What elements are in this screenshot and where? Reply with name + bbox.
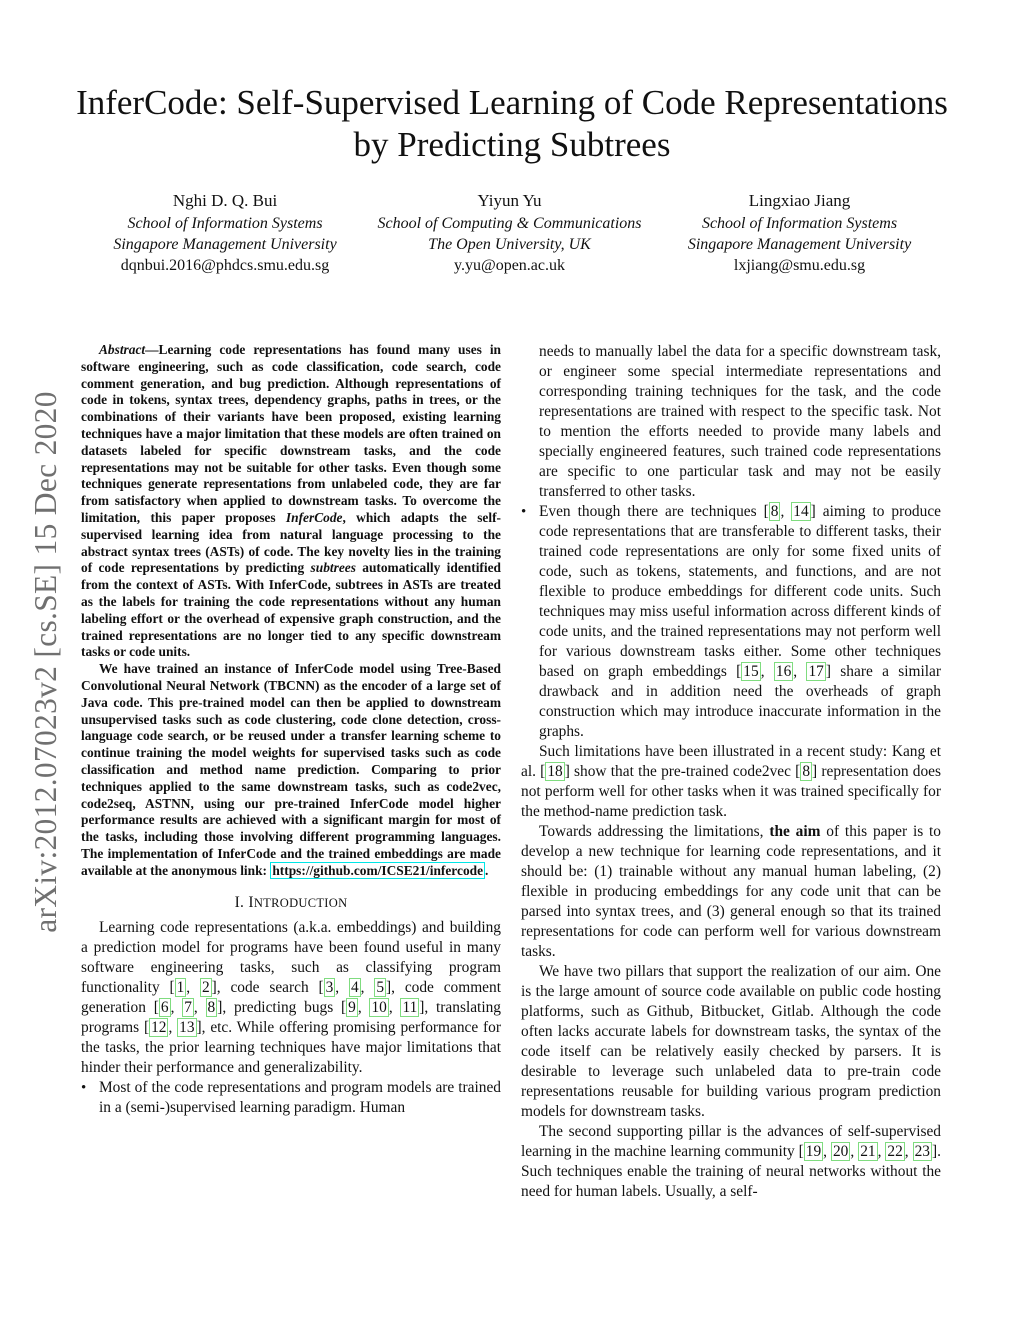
right-column xyxy=(521,342,941,1202)
citation[interactable]: 8 xyxy=(770,503,779,520)
bullet-text: Most of the code representations and program models are trained in a (semi-)supervised learning paradigm. Human xyxy=(99,1078,501,1116)
citation[interactable]: 22 xyxy=(887,1143,903,1160)
text: ], etc. While offering promising performance for the tasks, the prior learning techniques have major limitations that hinder their performance and generalizability. xyxy=(81,1018,501,1076)
citation[interactable]: 21 xyxy=(860,1143,876,1160)
citation[interactable]: 12 xyxy=(151,1018,167,1036)
citation[interactable]: 10 xyxy=(371,998,387,1016)
text: The second supporting pillar is the advances of self-supervised learning in the machine learning community [ xyxy=(521,1123,941,1160)
citation[interactable]: 7 xyxy=(184,998,192,1016)
abstract-text: , which adapts the self-supervised learning idea from natural language processing to the abstract syntax trees (ASTs) of code. The key novelty lies in the training of code representations by predicting xyxy=(81,509,501,576)
section-rest: NTRODUCTION xyxy=(253,895,348,910)
author-name: Yiyun Yu xyxy=(477,191,542,210)
citation[interactable]: 8 xyxy=(802,763,811,780)
text: Such limitations have been illustrated in a recent study: Kang et al. [ xyxy=(521,743,941,780)
intro-paragraph-5: The second supporting pillar is the advances of self-supervised learning in the machine learning community [ 19 , 20 , 21 , 22 , 23 ]. Such techniques enable the training of neural networks without the need for human labels. Usually, a self- xyxy=(521,1123,941,1200)
bullet-text: needs to manually label the data for a specific downstream task, or engineer some special intermediate representations and corresponding training techniques for the task, and the code representations are trained with respect to the specific task. Not to mention the efforts needed to provide many labels and specially engineered features, such trained code representations are specific to one particular task and may not be easily transferred to other tasks. xyxy=(539,343,941,500)
repository-link[interactable]: https://github.com/ICSE21/infercode xyxy=(272,862,484,878)
citation[interactable]: 8 xyxy=(207,998,216,1016)
text: ], predicting bugs [ xyxy=(217,998,347,1016)
author-name: Lingxiao Jiang xyxy=(748,191,851,210)
author-email: dqnbui.2016@phdcs.smu.edu.sg xyxy=(120,257,330,274)
citation[interactable]: 11 xyxy=(402,998,418,1016)
abstract-label: Abstract xyxy=(99,342,146,357)
text: Towards addressing the limitations, xyxy=(539,823,770,840)
bullet-item-1 xyxy=(81,1078,501,1118)
author-dept: School of Information Systems xyxy=(127,215,323,232)
intro-paragraph-1: Learning code representations (a.k.a. embeddings) and building a prediction model for programs have been found useful in many software engineering tasks, such as classifying program functionality [ 1 , 2 ], code search [ 3 , 4 , 5 ], code comment generation [ 6 , 7 , 8 ], predicting bugs [ 9 , 10 , 11 ], translating programs [ 12 , 13 ], etc. While offering promising performance for the tasks, the prior learning techniques have major limitations that hinder their performance and generalizability. xyxy=(81,918,501,1076)
title-line-1: InferCode: Self-Supervised Learning of Code Representations xyxy=(76,83,948,122)
section-heading-introduction xyxy=(81,894,501,912)
bullet-item-1-continued xyxy=(521,342,941,502)
section-cap: I xyxy=(248,893,254,911)
author-name: Nghi D. Q. Bui xyxy=(172,191,278,210)
bullet-spacer xyxy=(521,342,539,502)
author-org: The Open University, UK xyxy=(428,236,591,253)
bullet-icon: • xyxy=(81,1079,87,1096)
citation[interactable]: 6 xyxy=(160,998,169,1016)
abstract-emphasis: InferCode xyxy=(285,509,343,525)
bullet-text: Even though there are techniques [ 8 , 14 ] aiming to produce code representations that are transferable to different tasks, their trained code representations are only for some fixed units of code, such as tokens, statements, and functions, and are not flexible to produce embeddings for different code units. Such techniques may miss useful information across different kinds of code units, and the trained representations may not perform well for various downstream tasks either. Some other techniques based on graph embeddings [ 15 , 16 , 17 ] share a similar drawback and in addition need the overheads of graph construction which may introduce inaccurate information in the graphs. xyxy=(539,503,942,740)
author-org: Singapore Management University xyxy=(687,236,912,253)
citation[interactable]: 14 xyxy=(793,503,809,520)
text: Even though there are techniques [ xyxy=(539,503,769,520)
bold-text: the aim xyxy=(769,823,821,840)
text: ] aiming to produce code representations that are transferable to different tasks, their trained code representations are only for some fixed units of code, such as tokens, statements, and functions, and are not flexible to produce embeddings for different code units. Such techniques may miss useful information across different kinds of code units, and the trained representations may not perform well for various downstream tasks either. Some other techniques based on graph embeddings [ xyxy=(539,503,941,680)
text: Learning code representations (a.k.a. embeddings) and building a prediction model for programs have been found useful in many software engineering tasks, such as classifying program functionality [ xyxy=(81,918,501,996)
intro-left xyxy=(81,918,501,1118)
citation[interactable]: 13 xyxy=(179,1018,195,1036)
abstract-paragraph-2 xyxy=(81,661,501,879)
text: ], translating programs [ xyxy=(81,998,501,1036)
section-numeral: I. xyxy=(234,893,249,911)
abstract-text: automatically identified from the context of ASTs. With InferCode, subtrees in ASTs are treated as the labels for training the code representations without any human labeling effort or the overhead of expensive graph construction, and the trained representations are no longer tied to any specific downstream tasks or code units. xyxy=(81,560,501,660)
citation[interactable]: 19 xyxy=(805,1143,822,1160)
bullet-item-2 xyxy=(521,502,941,742)
abstract-text: We have trained an instance of InferCode model using Tree-Based Convolutional Neural Network (TBCNN) as the encoder of a large set of Java code. This pre-trained model can then be applied to downstream unsupervised tasks such as code clustering, code clone detection, cross-language code search, or be reused under a transfer learning scheme to continue training the model weights for supervised tasks such as code classification and method name prediction. Comparing to prior techniques applied to the same downstream tasks, such as code2vec, code2seq, ASTNN, using our pre-trained InferCode model higher performance results are achieved with a significant margin for most of the tasks, including those involving different programming languages. The implementation of InferCode and the trained embeddings are made available at the anonymous link: xyxy=(81,661,501,878)
text: ], code search [ xyxy=(211,978,324,996)
abstract-text: —Learning code representations has found many uses in software engineering, such as code classification, code search, code comment generation, and bug prediction. Although representations of code in tokens, syntax trees, dependency graphs, paths in trees, or the combinations of their variants have been proposed, existing learning techniques have a major limitation that these models are often trained on datasets labeled for specific downstream tasks, and the code representations may not be suitable for other tasks. Even though some techniques generate representations from unlabeled code, they are far from satisfactory when applied to downstream tasks. To overcome the limitation, this paper proposes xyxy=(81,342,501,525)
text: ] show that the pre-trained code2vec [ xyxy=(564,763,801,780)
title-line-2: by Predicting Subtrees xyxy=(353,125,671,164)
author-dept: School of Computing & Communications xyxy=(377,215,642,232)
text: ], code comment generation [ xyxy=(81,978,501,1016)
abstract-paragraph-1 xyxy=(81,342,501,661)
text: of this paper is to develop a new technique for learning code representations, and it should be: (1) trainable without any manual human labeling, (2) flexible in producing embeddings for any code unit that can be parsed into syntax trees, and (3) general enough so that its trained representations for code can perform well for various downstream tasks. xyxy=(521,823,941,960)
citation[interactable]: 1 xyxy=(176,978,185,996)
citation[interactable]: 23 xyxy=(914,1143,930,1160)
citation[interactable]: 20 xyxy=(832,1143,849,1160)
text: ] share a similar drawback and in addition need the overheads of graph construction which may introduce inaccurate information in the graphs. xyxy=(539,663,942,740)
citation[interactable]: 2 xyxy=(201,978,210,996)
author-email: y.yu@open.ac.uk xyxy=(454,257,565,274)
left-column xyxy=(81,342,501,1118)
abstract-text: . xyxy=(485,862,489,878)
citation[interactable]: 16 xyxy=(775,663,792,680)
paper-title xyxy=(0,82,1024,166)
citation[interactable]: 4 xyxy=(350,978,359,996)
intro-paragraph-2 xyxy=(521,742,941,822)
author-block-1 xyxy=(95,190,355,276)
author-block-2 xyxy=(362,190,657,276)
citation[interactable]: 15 xyxy=(743,663,759,680)
arxiv-stamp-text: arXiv:2012.07023v2 [cs.SE] 15 Dec 2020 xyxy=(28,391,63,933)
abstract-emphasis: subtrees xyxy=(310,560,356,576)
intro-paragraph-4: We have two pillars that support the realization of our aim. One is the large amount of source code available on public code hosting platforms, such as Github, Bitbucket, Gitlab. Although the code often lacks accurate labels for downstream tasks, the syntax of the code itself can be relatively easily checked by parsers. It is desirable to leverage such unlabeled data to pre-train code representations reusable for building various program prediction models for downstream tasks. xyxy=(521,963,941,1120)
abstract xyxy=(81,342,501,880)
citation[interactable]: 9 xyxy=(348,998,356,1016)
intro-right xyxy=(521,342,941,1202)
bullet-icon: • xyxy=(521,504,527,520)
text: ]. Such techniques enable the training of neural networks without the need for human labels. Usually, a self- xyxy=(521,1143,941,1200)
citation[interactable]: 3 xyxy=(325,978,334,996)
author-org: Singapore Management University xyxy=(113,236,337,253)
citation[interactable]: 5 xyxy=(376,978,385,996)
author-block-3 xyxy=(672,190,927,276)
citation[interactable]: 17 xyxy=(808,663,824,680)
intro-paragraph-3 xyxy=(521,822,941,962)
citation[interactable]: 18 xyxy=(547,763,563,780)
author-dept: School of Information Systems xyxy=(701,215,898,232)
author-email: lxjiang@smu.edu.sg xyxy=(733,257,866,274)
text: ] representation does not perform well for other tasks when it was trained specifically for the method-name prediction task. xyxy=(521,763,941,820)
